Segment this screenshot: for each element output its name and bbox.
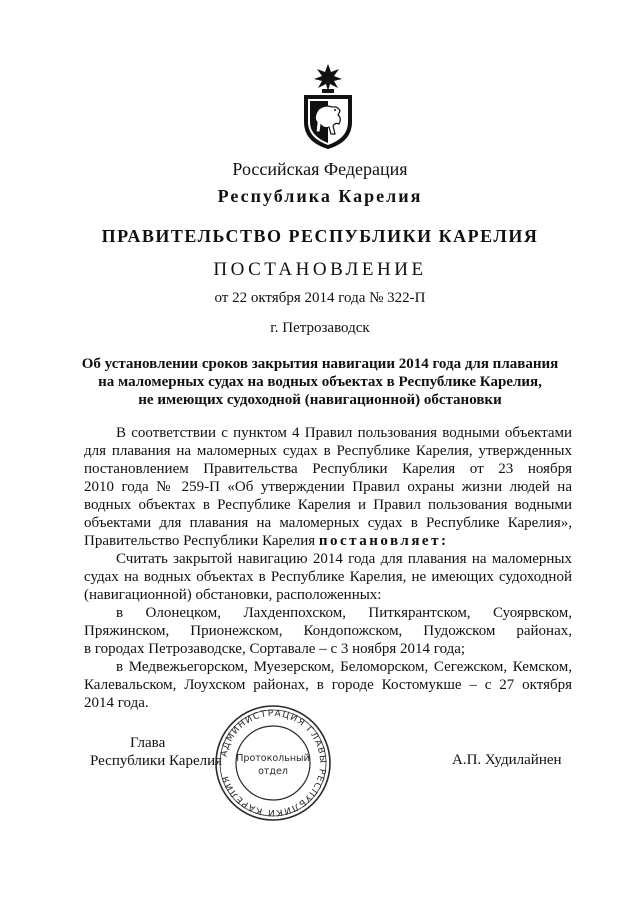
official-stamp — [212, 704, 334, 822]
title-line: на маломерных судах на водных объектах в Республике Карелия, — [98, 374, 542, 390]
body-line: постановлением Правительства Республики Карелия от 23 ноября — [84, 461, 572, 477]
title-line: Об установлении сроков закрытия навигации 2014 года для плавания — [81, 356, 559, 372]
body-line: в Медвежьегорском, Муезерском, Беломорском, Сегежском, Кемском, — [116, 659, 572, 675]
stamp-ring-text: АДМИНИСТРАЦИЯ ГЛАВЫ РЕСПУБЛИКИ КАРЕЛИЯ — [219, 708, 328, 818]
body-line: 2010 года № 259-П «Об утверждении Правил охраны жизни людей на — [84, 479, 572, 495]
body-line: водных объектах в Республике Карелия и Правил пользования водными — [84, 497, 572, 513]
signatory-title-line: Республики Карелия — [90, 753, 223, 769]
body-line: 2014 года. — [84, 695, 149, 711]
body-line — [84, 532, 572, 550]
republic-heading: Республика Карелия — [217, 186, 423, 206]
body-line: Калевальском, Лоухском районах, в городе Костомукше – с 27 октября — [84, 677, 572, 693]
government-heading: ПРАВИТЕЛЬСТВО РЕСПУБЛИКИ КАРЕЛИЯ — [101, 226, 539, 246]
title-line: не имеющих судоходной (навигационной) обстановки — [138, 392, 502, 408]
resolution-prefix: Правительство Республики Карелия — [84, 533, 316, 549]
city-line: г. Петрозаводск — [270, 320, 370, 336]
stamp-center-line: отдел — [258, 766, 288, 777]
body-line: Пряжинском, Прионежском, Кондопожском, Пудожском районах, — [84, 623, 572, 639]
body-line: судах на водных объектах в Республике Карелия, не имеющих судоходной — [84, 569, 572, 585]
body-line: (навигационной) обстановки, расположенных: — [84, 587, 382, 603]
signatory-title-line: Глава — [130, 735, 166, 751]
signatory-title — [90, 734, 222, 770]
body-line: в городах Петрозаводске, Сортавале – с 3 ноября 2014 года; — [84, 641, 466, 657]
decree-body — [84, 424, 572, 712]
decree-date-number: от 22 октября 2014 года № 322-П — [214, 290, 426, 306]
federation-heading: Российская Федерация — [232, 159, 408, 179]
decree-title — [0, 355, 640, 409]
signatory-name: А.П. Худилайнен — [452, 752, 562, 768]
body-line: В соответствии с пунктом 4 Правил пользования водными объектами — [116, 425, 572, 441]
stamp-center-line: Протокольный — [236, 753, 310, 764]
coat-of-arms-emblem — [298, 62, 358, 150]
body-line: объектами для плавания на маломерных судах в Республике Карелия», — [84, 515, 572, 531]
decree-heading: ПОСТАНОВЛЕНИЕ — [213, 259, 427, 280]
body-line: в Олонецком, Лахденпохском, Питкярантском, Суоярвском, — [116, 605, 572, 621]
body-line: Считать закрытой навигацию 2014 года для плавания на маломерных — [116, 551, 572, 567]
resolution-word: постановляет: — [318, 533, 449, 549]
body-line: для плавания на маломерных судах в Республике Карелия, утвержденных — [84, 443, 572, 459]
